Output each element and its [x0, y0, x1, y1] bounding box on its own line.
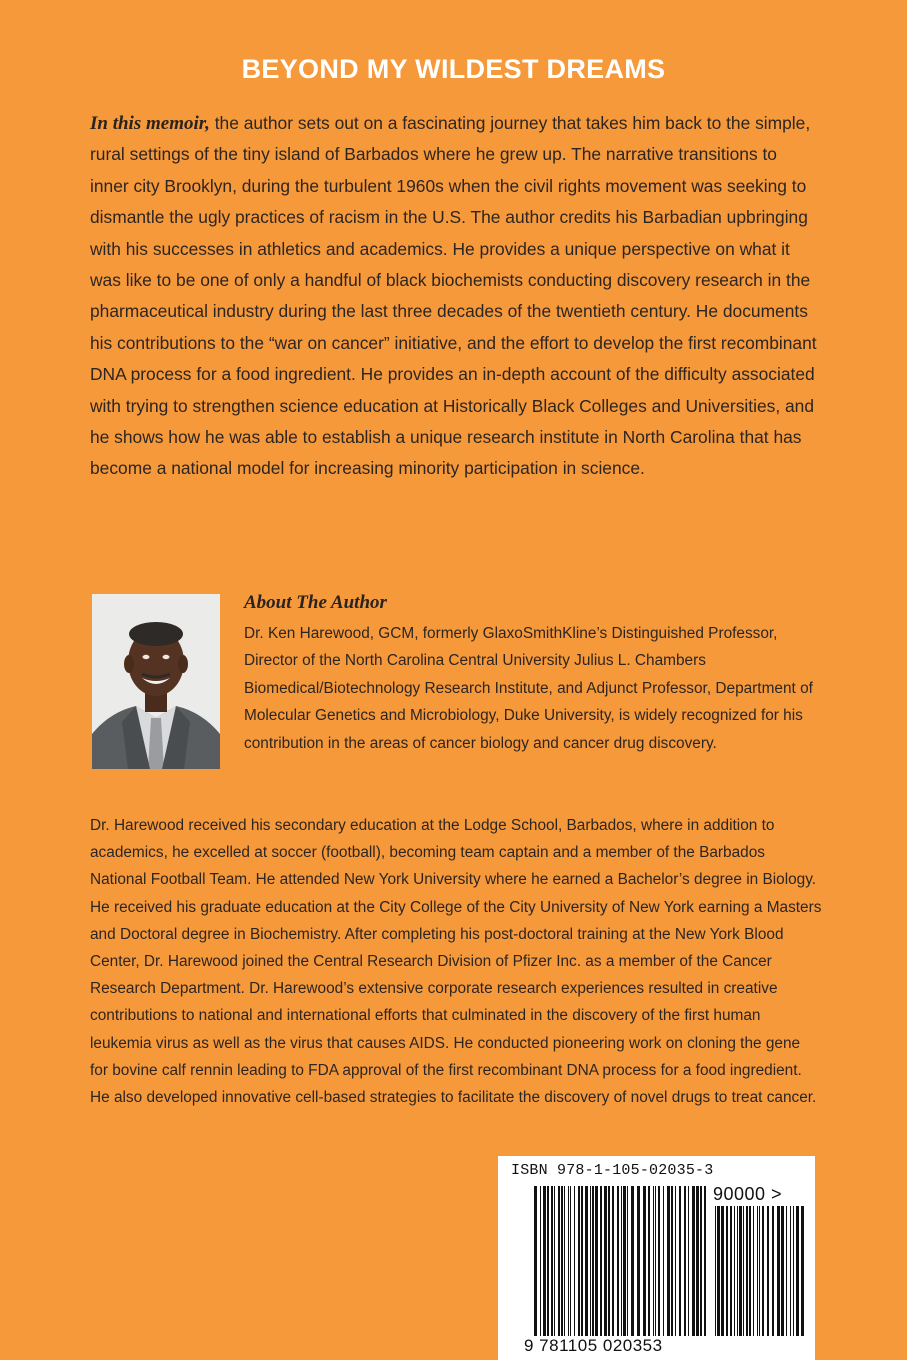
price-addon-bars	[715, 1206, 805, 1336]
author-photo	[92, 594, 220, 769]
author-biography: Dr. Harewood received his secondary education at the Lodge School, Barbados, where in addition to academics, he excelled at soccer (football), becoming team captain and a member of the Barbados National Football Team. He attended New York University where he earned a Bachelor’s degree in Biology. He received his graduate education at the City College of the City University of New York earning a Masters and Doctoral degree in Biochemistry. After completing his post-doctoral training at the New York Blood Center, Dr. Harewood joined the Central Research Division of Pfizer Inc. as a member of the Cancer Research Department. Dr. Harewood’s extensive corporate research experiences resulted in creative contributions to national and international efforts that culminated in the discovery of the first human leukemia virus as well as the virus that causes AIDS. He conducted pioneering work on cloning the gene for bovine calf rennin leading to FDA approval of the first recombinant DNA process for a food ingredient. He also developed innovative cell-based strategies to facilitate the discovery of novel drugs to treat cancer.	[90, 817, 822, 1107]
about-author-text: Dr. Ken Harewood, GCM, formerly GlaxoSmithKline’s Distinguished Professor, Director of the North Carolina Central University Julius L. Chambers Biomedical/Biotechnology Research Institute, and Adjunct Professor, Department of Molecular Genetics and Microbiology, Duke University, is widely recognized for his contribution in the areas of cancer biology and cancer drug discovery.	[244, 625, 813, 752]
barcode-digits: 9 781105 020353	[524, 1336, 663, 1355]
blurb-body: the author sets out on a fascinating journey that takes him back to the simple, rural settings of the tiny island of Barbados where he grew up. The narrative transitions to inner city Brooklyn, during the turbulent 1960s when the civil rights movement was seeking to dismantle the ugly practices of racism in the U.S. The author credits his Barbadian upbringing with his successes in athletics and academics. He provides a unique perspective on what it was like to be one of only a handful of black biochemists conducting discovery research in the pharmaceutical industry during the last three decades of the twentieth century. He documents his contributions to the “war on cancer” initiative, and the effort to develop the first recombinant DNA process for a food ingredient. He provides an in-depth account of the difficulty associated with trying to strengthen science education at Historically Black Colleges and Universities, and he shows how he was able to establish a unique research institute in North Carolina that has become a national model for increasing minority participation in science.	[90, 113, 817, 479]
price-code: 90000 >	[713, 1184, 783, 1204]
author-portrait-icon	[92, 594, 220, 769]
about-author-heading: About The Author	[244, 592, 387, 613]
blurb-lead: In this memoir,	[90, 113, 210, 134]
isbn-label: ISBN 978-1-105-02035-3	[511, 1162, 714, 1179]
blurb-paragraph	[90, 108, 820, 485]
ean-barcode-bars	[534, 1186, 706, 1336]
book-title: BEYOND MY WILDEST DREAMS	[241, 54, 666, 84]
isbn-barcode	[498, 1156, 815, 1360]
